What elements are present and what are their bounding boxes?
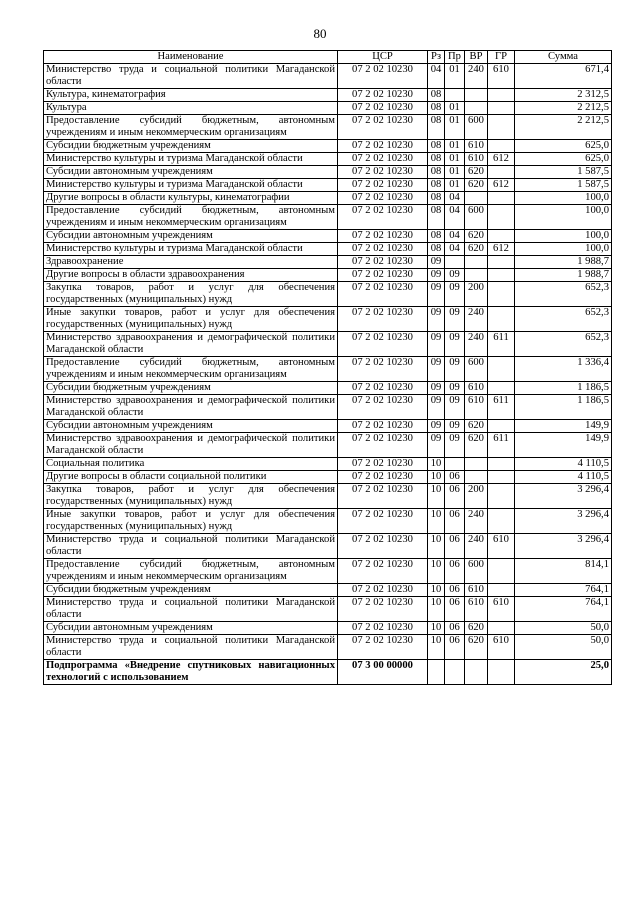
cell-rz: 09 [428, 382, 445, 395]
cell-sum: 149,9 [515, 433, 612, 458]
cell-csr: 07 2 02 10230 [338, 307, 428, 332]
cell-csr: 07 2 02 10230 [338, 115, 428, 140]
cell-csr: 07 2 02 10230 [338, 382, 428, 395]
cell-sum: 100,0 [515, 205, 612, 230]
cell-pr [445, 256, 465, 269]
cell-pr: 06 [445, 471, 465, 484]
cell-pr: 06 [445, 534, 465, 559]
cell-gr [488, 192, 515, 205]
cell-name: Министерство культуры и туризма Магаданской области [44, 179, 338, 192]
table-row [44, 243, 612, 256]
table-row [44, 269, 612, 282]
cell-sum: 3 296,4 [515, 509, 612, 534]
cell-name: Министерство труда и социальной политики Магаданской области [44, 635, 338, 660]
cell-rz: 10 [428, 584, 445, 597]
table-row [44, 153, 612, 166]
cell-rz: 10 [428, 458, 445, 471]
cell-vr: 620 [465, 433, 488, 458]
table-row [44, 534, 612, 559]
cell-pr [445, 89, 465, 102]
cell-sum: 100,0 [515, 230, 612, 243]
cell-pr: 06 [445, 597, 465, 622]
cell-gr [488, 559, 515, 584]
cell-csr: 07 2 02 10230 [338, 205, 428, 230]
cell-gr [488, 166, 515, 179]
cell-sum: 1 587,5 [515, 166, 612, 179]
cell-sum: 50,0 [515, 635, 612, 660]
budget-table [43, 50, 612, 685]
cell-rz: 10 [428, 559, 445, 584]
cell-csr: 07 2 02 10230 [338, 153, 428, 166]
cell-rz: 08 [428, 192, 445, 205]
cell-csr: 07 2 02 10230 [338, 559, 428, 584]
cell-csr: 07 2 02 10230 [338, 243, 428, 256]
cell-name: Предоставление субсидий бюджетным, автономным учреждениям и иным некоммерческим организациям [44, 115, 338, 140]
cell-pr: 09 [445, 357, 465, 382]
cell-gr [488, 282, 515, 307]
table-row [44, 382, 612, 395]
cell-name: Подпрограмма «Внедрение спутниковых навигационных технологий с использованием [44, 660, 338, 685]
cell-gr: 610 [488, 534, 515, 559]
cell-pr: 09 [445, 433, 465, 458]
cell-vr: 610 [465, 140, 488, 153]
cell-gr [488, 307, 515, 332]
cell-gr [488, 269, 515, 282]
cell-pr: 09 [445, 307, 465, 332]
cell-vr [465, 471, 488, 484]
cell-csr: 07 2 02 10230 [338, 102, 428, 115]
col-header-name: Наименование [44, 51, 338, 64]
cell-rz: 08 [428, 166, 445, 179]
cell-gr [488, 458, 515, 471]
cell-sum: 3 296,4 [515, 534, 612, 559]
cell-csr: 07 2 02 10230 [338, 597, 428, 622]
cell-pr: 04 [445, 192, 465, 205]
table-row [44, 102, 612, 115]
cell-vr: 620 [465, 230, 488, 243]
cell-rz: 09 [428, 420, 445, 433]
cell-csr: 07 2 02 10230 [338, 635, 428, 660]
cell-rz: 09 [428, 256, 445, 269]
cell-pr: 06 [445, 559, 465, 584]
cell-name: Закупка товаров, работ и услуг для обеспечения государственных (муниципальных) нужд [44, 484, 338, 509]
cell-gr [488, 102, 515, 115]
cell-csr: 07 2 02 10230 [338, 471, 428, 484]
cell-rz: 09 [428, 433, 445, 458]
cell-rz: 09 [428, 357, 445, 382]
col-header-gr: ГР [488, 51, 515, 64]
cell-sum: 814,1 [515, 559, 612, 584]
cell-vr: 240 [465, 534, 488, 559]
cell-rz: 08 [428, 115, 445, 140]
cell-pr: 01 [445, 153, 465, 166]
cell-pr: 06 [445, 584, 465, 597]
cell-sum: 625,0 [515, 153, 612, 166]
cell-gr [488, 382, 515, 395]
cell-sum: 652,3 [515, 282, 612, 307]
table-row [44, 559, 612, 584]
cell-gr [488, 471, 515, 484]
table-row [44, 179, 612, 192]
table-row [44, 64, 612, 89]
cell-sum: 149,9 [515, 420, 612, 433]
cell-sum: 1 336,4 [515, 357, 612, 382]
col-header-csr: ЦСР [338, 51, 428, 64]
cell-pr: 01 [445, 166, 465, 179]
cell-gr [488, 584, 515, 597]
cell-gr [488, 420, 515, 433]
table-row [44, 89, 612, 102]
cell-name: Субсидии бюджетным учреждениям [44, 140, 338, 153]
cell-sum: 625,0 [515, 140, 612, 153]
cell-gr: 610 [488, 597, 515, 622]
cell-name: Социальная политика [44, 458, 338, 471]
cell-name: Иные закупки товаров, работ и услуг для обеспечения государственных (муниципальных) нужд [44, 307, 338, 332]
cell-sum: 652,3 [515, 307, 612, 332]
cell-gr: 612 [488, 179, 515, 192]
cell-vr: 200 [465, 484, 488, 509]
cell-gr [488, 357, 515, 382]
cell-gr [488, 115, 515, 140]
cell-rz: 09 [428, 269, 445, 282]
table-row [44, 584, 612, 597]
cell-rz [428, 660, 445, 685]
cell-vr: 240 [465, 307, 488, 332]
table-row [44, 458, 612, 471]
cell-name: Другие вопросы в области социальной политики [44, 471, 338, 484]
table-row [44, 140, 612, 153]
cell-pr: 06 [445, 484, 465, 509]
page-number: 80 [313, 26, 327, 41]
cell-vr [465, 458, 488, 471]
cell-pr: 09 [445, 420, 465, 433]
cell-rz: 08 [428, 153, 445, 166]
cell-pr: 09 [445, 395, 465, 420]
cell-vr [465, 102, 488, 115]
cell-csr: 07 2 02 10230 [338, 89, 428, 102]
cell-sum: 652,3 [515, 332, 612, 357]
table-row [44, 256, 612, 269]
cell-sum: 4 110,5 [515, 471, 612, 484]
cell-rz: 09 [428, 395, 445, 420]
cell-gr [488, 660, 515, 685]
cell-csr: 07 2 02 10230 [338, 357, 428, 382]
cell-sum: 764,1 [515, 584, 612, 597]
cell-csr: 07 2 02 10230 [338, 64, 428, 89]
cell-vr [465, 89, 488, 102]
cell-rz: 08 [428, 89, 445, 102]
cell-pr: 04 [445, 230, 465, 243]
cell-vr: 620 [465, 622, 488, 635]
cell-vr: 240 [465, 332, 488, 357]
cell-csr: 07 2 02 10230 [338, 433, 428, 458]
cell-vr: 620 [465, 179, 488, 192]
cell-sum: 1 988,7 [515, 256, 612, 269]
cell-csr: 07 2 02 10230 [338, 192, 428, 205]
cell-name: Субсидии автономным учреждениям [44, 420, 338, 433]
cell-name: Здравоохранение [44, 256, 338, 269]
cell-vr: 200 [465, 282, 488, 307]
cell-name: Министерство культуры и туризма Магаданской области [44, 243, 338, 256]
cell-gr [488, 484, 515, 509]
cell-csr: 07 2 02 10230 [338, 230, 428, 243]
cell-vr: 600 [465, 357, 488, 382]
cell-pr: 04 [445, 205, 465, 230]
col-header-vr: ВР [465, 51, 488, 64]
cell-name: Предоставление субсидий бюджетным, автономным учреждениям и иным некоммерческим организациям [44, 205, 338, 230]
cell-rz: 08 [428, 230, 445, 243]
cell-pr: 09 [445, 269, 465, 282]
cell-name: Субсидии автономным учреждениям [44, 166, 338, 179]
cell-csr: 07 2 02 10230 [338, 509, 428, 534]
table-row [44, 307, 612, 332]
cell-gr: 610 [488, 635, 515, 660]
cell-csr: 07 2 02 10230 [338, 282, 428, 307]
cell-name: Министерство здравоохранения и демографической политики Магаданской области [44, 332, 338, 357]
cell-vr [465, 192, 488, 205]
table-row [44, 205, 612, 230]
cell-name: Субсидии автономным учреждениям [44, 230, 338, 243]
cell-gr [488, 205, 515, 230]
cell-gr [488, 256, 515, 269]
cell-csr: 07 2 02 10230 [338, 458, 428, 471]
table-row [44, 509, 612, 534]
cell-rz: 09 [428, 332, 445, 357]
cell-csr: 07 2 02 10230 [338, 179, 428, 192]
cell-vr [465, 660, 488, 685]
cell-pr: 01 [445, 179, 465, 192]
cell-sum: 1 587,5 [515, 179, 612, 192]
cell-pr: 01 [445, 115, 465, 140]
table-row [44, 395, 612, 420]
cell-vr: 620 [465, 420, 488, 433]
cell-pr: 04 [445, 243, 465, 256]
cell-rz: 08 [428, 179, 445, 192]
cell-rz: 10 [428, 534, 445, 559]
cell-sum: 1 988,7 [515, 269, 612, 282]
cell-name: Другие вопросы в области здравоохранения [44, 269, 338, 282]
cell-rz: 08 [428, 102, 445, 115]
cell-gr: 611 [488, 433, 515, 458]
cell-csr: 07 2 02 10230 [338, 484, 428, 509]
col-header-rz: Рз [428, 51, 445, 64]
cell-csr: 07 2 02 10230 [338, 269, 428, 282]
cell-gr [488, 230, 515, 243]
table-row [44, 622, 612, 635]
cell-sum: 2 212,5 [515, 115, 612, 140]
cell-sum: 3 296,4 [515, 484, 612, 509]
cell-rz: 10 [428, 509, 445, 534]
cell-sum: 100,0 [515, 192, 612, 205]
cell-gr [488, 622, 515, 635]
cell-rz: 09 [428, 307, 445, 332]
cell-rz: 08 [428, 205, 445, 230]
cell-sum: 1 186,5 [515, 382, 612, 395]
cell-name: Субсидии автономным учреждениям [44, 622, 338, 635]
table-row [44, 357, 612, 382]
cell-gr [488, 140, 515, 153]
cell-sum: 1 186,5 [515, 395, 612, 420]
table-row [44, 635, 612, 660]
cell-vr [465, 269, 488, 282]
cell-vr: 620 [465, 243, 488, 256]
cell-pr [445, 660, 465, 685]
cell-gr: 612 [488, 243, 515, 256]
cell-rz: 10 [428, 622, 445, 635]
cell-gr [488, 509, 515, 534]
table-row [44, 660, 612, 685]
cell-vr: 600 [465, 115, 488, 140]
cell-name: Министерство здравоохранения и демографической политики Магаданской области [44, 395, 338, 420]
cell-name: Иные закупки товаров, работ и услуг для обеспечения государственных (муниципальных) нужд [44, 509, 338, 534]
table-row [44, 484, 612, 509]
cell-rz: 10 [428, 471, 445, 484]
cell-rz: 10 [428, 484, 445, 509]
cell-sum: 100,0 [515, 243, 612, 256]
cell-csr: 07 2 02 10230 [338, 256, 428, 269]
cell-name: Культура, кинематография [44, 89, 338, 102]
table-row [44, 115, 612, 140]
cell-pr: 06 [445, 509, 465, 534]
cell-pr: 01 [445, 140, 465, 153]
col-header-sum: Сумма [515, 51, 612, 64]
cell-gr [488, 89, 515, 102]
cell-name: Другие вопросы в области культуры, кинематографии [44, 192, 338, 205]
cell-name: Министерство труда и социальной политики Магаданской области [44, 597, 338, 622]
table-row [44, 471, 612, 484]
cell-csr: 07 2 02 10230 [338, 166, 428, 179]
cell-sum: 764,1 [515, 597, 612, 622]
cell-name: Культура [44, 102, 338, 115]
cell-vr: 240 [465, 64, 488, 89]
cell-rz: 08 [428, 140, 445, 153]
cell-pr: 01 [445, 102, 465, 115]
cell-vr: 610 [465, 395, 488, 420]
cell-gr: 610 [488, 64, 515, 89]
cell-sum: 2 212,5 [515, 102, 612, 115]
cell-name: Министерство культуры и туризма Магаданской области [44, 153, 338, 166]
cell-csr: 07 2 02 10230 [338, 584, 428, 597]
cell-vr: 240 [465, 509, 488, 534]
cell-sum: 50,0 [515, 622, 612, 635]
cell-vr: 620 [465, 166, 488, 179]
table-row [44, 192, 612, 205]
cell-vr: 610 [465, 584, 488, 597]
table-row [44, 166, 612, 179]
cell-pr: 09 [445, 332, 465, 357]
table-row [44, 420, 612, 433]
cell-csr: 07 3 00 00000 [338, 660, 428, 685]
cell-pr: 09 [445, 282, 465, 307]
cell-csr: 07 2 02 10230 [338, 395, 428, 420]
cell-name: Закупка товаров, работ и услуг для обеспечения государственных (муниципальных) нужд [44, 282, 338, 307]
cell-gr: 611 [488, 332, 515, 357]
col-header-pr: Пр [445, 51, 465, 64]
table-row [44, 282, 612, 307]
cell-pr: 09 [445, 382, 465, 395]
cell-name: Министерство труда и социальной политики Магаданской области [44, 64, 338, 89]
cell-gr: 611 [488, 395, 515, 420]
cell-pr: 06 [445, 622, 465, 635]
cell-pr [445, 458, 465, 471]
table-row [44, 230, 612, 243]
cell-vr: 600 [465, 205, 488, 230]
cell-rz: 10 [428, 597, 445, 622]
cell-pr: 06 [445, 635, 465, 660]
cell-vr: 600 [465, 559, 488, 584]
cell-csr: 07 2 02 10230 [338, 332, 428, 357]
cell-name: Субсидии бюджетным учреждениям [44, 382, 338, 395]
cell-name: Предоставление субсидий бюджетным, автономным учреждениям и иным некоммерческим организациям [44, 559, 338, 584]
cell-vr: 610 [465, 382, 488, 395]
header-row [44, 51, 612, 64]
cell-csr: 07 2 02 10230 [338, 534, 428, 559]
cell-name: Министерство труда и социальной политики Магаданской области [44, 534, 338, 559]
cell-sum: 2 312,5 [515, 89, 612, 102]
cell-name: Министерство здравоохранения и демографической политики Магаданской области [44, 433, 338, 458]
cell-name: Субсидии бюджетным учреждениям [44, 584, 338, 597]
cell-vr: 610 [465, 597, 488, 622]
cell-rz: 10 [428, 635, 445, 660]
cell-csr: 07 2 02 10230 [338, 622, 428, 635]
cell-csr: 07 2 02 10230 [338, 140, 428, 153]
cell-sum: 25,0 [515, 660, 612, 685]
table-row [44, 597, 612, 622]
cell-name: Предоставление субсидий бюджетным, автономным учреждениям и иным некоммерческим организациям [44, 357, 338, 382]
cell-rz: 04 [428, 64, 445, 89]
cell-sum: 671,4 [515, 64, 612, 89]
cell-pr: 01 [445, 64, 465, 89]
cell-rz: 08 [428, 243, 445, 256]
cell-rz: 09 [428, 282, 445, 307]
cell-csr: 07 2 02 10230 [338, 420, 428, 433]
table-row [44, 433, 612, 458]
table-row [44, 332, 612, 357]
cell-vr [465, 256, 488, 269]
cell-vr: 620 [465, 635, 488, 660]
cell-sum: 4 110,5 [515, 458, 612, 471]
cell-gr: 612 [488, 153, 515, 166]
cell-vr: 610 [465, 153, 488, 166]
